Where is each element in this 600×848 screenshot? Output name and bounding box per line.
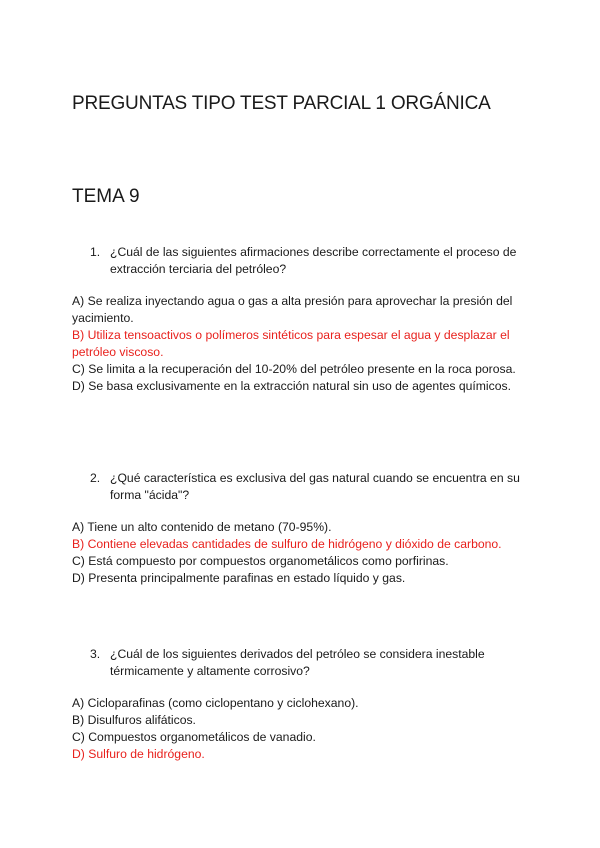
question-stem xyxy=(90,470,542,504)
question-text: ¿Cuál de los siguientes derivados del petróleo se considera inestable térmicamente y altamente corrosivo? xyxy=(110,647,485,678)
question-stem xyxy=(90,646,542,680)
page-title: PREGUNTAS TIPO TEST PARCIAL 1 ORGÁNICA xyxy=(72,93,491,114)
question-number: 3. xyxy=(90,647,101,661)
question-number: 2. xyxy=(90,471,101,485)
option-d: D) Presenta principalmente parafinas en estado líquido y gas. xyxy=(72,571,406,585)
option-a: A) Se realiza inyectando agua o gas a alta presión para aprovechar la presión del yacimiento. xyxy=(72,294,513,325)
options-list xyxy=(72,519,542,587)
option-c: C) Compuestos organometálicos de vanadio. xyxy=(72,730,316,744)
option-d: D) Se basa exclusivamente en la extracción natural sin uso de agentes químicos. xyxy=(72,379,511,393)
option-b-correct: B) Utiliza tensoactivos o polímeros sintéticos para espesar el agua y desplazar el petróleo viscoso. xyxy=(72,328,510,359)
option-a: A) Cicloparafinas (como ciclopentano y ciclohexano). xyxy=(72,696,359,710)
question-number: 1. xyxy=(90,245,101,259)
question-3 xyxy=(72,646,542,763)
question-1 xyxy=(72,244,542,395)
option-c: C) Se limita a la recuperación del 10-20% del petróleo presente en la roca porosa. xyxy=(72,362,516,376)
option-b-correct: B) Contiene elevadas cantidades de sulfuro de hidrógeno y dióxido de carbono. xyxy=(72,537,502,551)
options-list xyxy=(72,293,542,395)
options-list xyxy=(72,695,542,763)
option-b: B) Disulfuros alifáticos. xyxy=(72,713,196,727)
question-text: ¿Qué característica es exclusiva del gas natural cuando se encuentra en su forma "ácida"? xyxy=(110,471,520,502)
question-stem xyxy=(90,244,542,278)
question-text: ¿Cuál de las siguientes afirmaciones describe correctamente el proceso de extracción terciaria del petróleo? xyxy=(110,245,517,276)
option-a: A) Tiene un alto contenido de metano (70-95%). xyxy=(72,520,332,534)
section-heading: TEMA 9 xyxy=(72,186,140,207)
option-d-correct: D) Sulfuro de hidrógeno. xyxy=(72,747,205,761)
option-c: C) Está compuesto por compuestos organometálicos como porfirinas. xyxy=(72,554,449,568)
question-2 xyxy=(72,470,542,587)
